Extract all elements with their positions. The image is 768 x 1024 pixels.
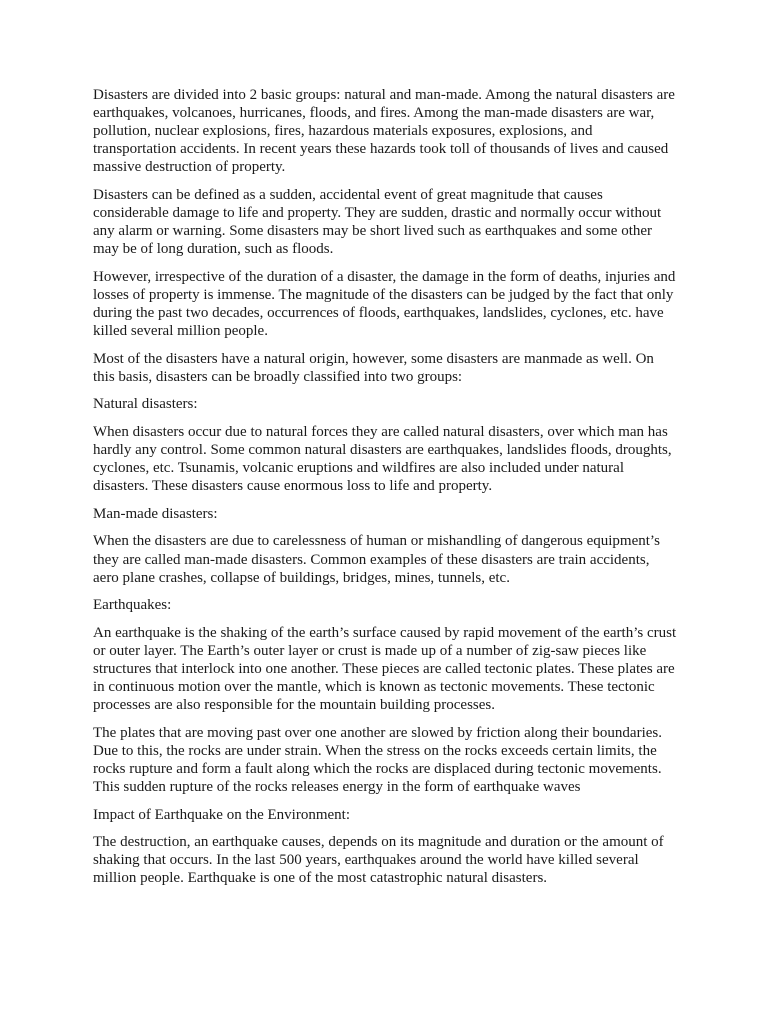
classification-paragraph: Most of the disasters have a natural origin, however, some disasters are manmade as well. On this basis, disasters can be broadly classified into two groups: bbox=[93, 350, 654, 385]
natural-disasters-heading: Natural disasters: bbox=[93, 396, 198, 413]
impact-heading: Impact of Earthquake on the Environment: bbox=[93, 806, 350, 823]
damage-paragraph: However, irrespective of the duration of a disaster, the damage in the form of deaths, injuries and losses of property is immense. The magnitude of the disasters can be judged by the fact that only during the past two decades, occurrences of floods, earthquakes, landslides, cyclones, etc. have killed several million people. bbox=[93, 268, 676, 340]
impact-paragraph: The destruction, an earthquake causes, depends on its magnitude and duration or the amount of shaking that occurs. In the last 500 years, earthquakes around the world have killed several million people. Earthquake is one of the most catastrophic natural disasters. bbox=[93, 834, 664, 887]
earthquake-definition-paragraph: An earthquake is the shaking of the earth’s surface caused by rapid movement of the earth’s crust or outer layer. The Earth’s outer layer or crust is made up of a number of zig-saw pieces like structures that interlock into one another. These pieces are called tectonic plates. These plates are in continuous motion over the mantle, which is known as tectonic movements. These tectonic processes are also responsible for the mountain building processes. bbox=[93, 624, 677, 714]
plates-paragraph: The plates that are moving past over one another are slowed by friction along their boundaries. Due to this, the rocks are under strain. When the stress on the rocks exceeds certain limits, the rocks rupture and form a fault along which the rocks are displaced during tectonic movements. This sudden rupture of the rocks releases energy in the form of earthquake waves bbox=[93, 724, 662, 796]
man-made-disasters-paragraph: When the disasters are due to carelessness of human or mishandling of dangerous equipment’s they are called man-made disasters. Common examples of these disasters are train accidents, aero plane crashes, collapse of buildings, bridges, mines, tunnels, etc. bbox=[93, 533, 660, 586]
natural-disasters-paragraph: When disasters occur due to natural forces they are called natural disasters, over which man has hardly any control. Some common natural disasters are earthquakes, landslides floods, droughts, cyclones, etc. Tsunamis, volcanic eruptions and wildfires are also included under natural disasters. These disasters cause enormous loss to life and property. bbox=[93, 424, 672, 495]
earthquakes-heading: Earthquakes: bbox=[93, 597, 172, 614]
intro-paragraph: Disasters are divided into 2 basic groups: natural and man-made. Among the natural disasters are earthquakes, volcanoes, hurricanes, floods, and fires. Among the man-made disasters are war, pollution, nuclear explosions, fires, hazardous materials exposures, explosions, and transportation accidents. In recent years these hazards took toll of thousands of lives and caused massive destruction of property. bbox=[93, 87, 675, 176]
man-made-disasters-heading: Man-made disasters: bbox=[93, 505, 218, 522]
definition-paragraph: Disasters can be defined as a sudden, accidental event of great magnitude that causes considerable damage to life and property. They are sudden, drastic and normally occur without any alarm or warning. Some disasters may be short lived such as earthquakes and some other may be of long duration, such as floods. bbox=[93, 186, 662, 258]
document-body bbox=[93, 86, 678, 897]
